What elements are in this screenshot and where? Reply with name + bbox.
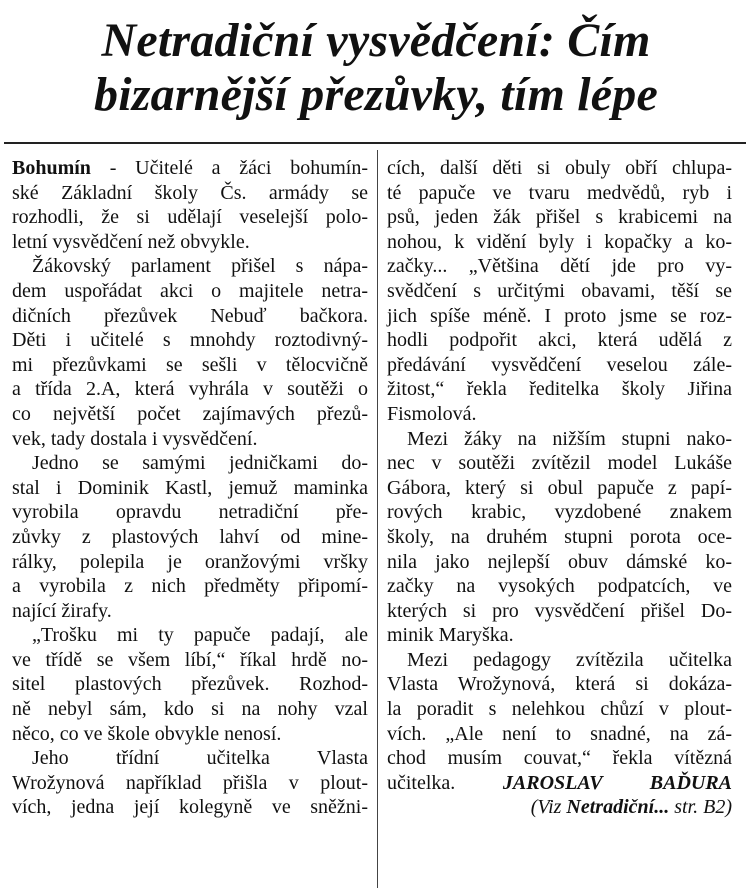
article-line: té papuče ve tvaru medvědů, ryb i: [387, 181, 732, 204]
article-line: něco, co ve škole obvykle nenosí.: [12, 722, 282, 745]
article-last-word: učitelka.: [387, 771, 456, 794]
article-line: letní vysvědčení než obvykle.: [12, 230, 250, 253]
article-line: nohou, k vidění byly i kopačky a ko-: [387, 230, 732, 253]
article-line: mi přezůvkami se sešli v tělocvičně: [12, 353, 368, 376]
article-line: chod musím couvat,“ řekla vítězná: [387, 747, 732, 770]
article-line: začky na vysokých podpatcích, ve: [387, 575, 732, 598]
article-line: Mezi žáky na nižším stupni nako-: [407, 427, 732, 450]
headline-rule: [4, 142, 746, 144]
article-line: vích. „Ale není to snadné, na zá-: [387, 722, 732, 745]
continuation-reference: (Viz Netradiční... str. B2): [530, 796, 732, 819]
article-line: nila jako nejlepší obuv dámské ko-: [387, 550, 732, 573]
article-line: Gábora, který si obul papuče z papí-: [387, 476, 732, 499]
article-line: nec v soutěži zvítězil model Lukáše: [387, 452, 732, 475]
article-line: minik Maryška.: [387, 624, 514, 647]
article-line: vyrobila opravdu netradiční pře-: [12, 501, 368, 524]
article-line: svědčení s určitými obavami, těší se: [387, 279, 732, 302]
article-line: dem uspořádat akci o majitele netra-: [12, 279, 368, 302]
article-line: hodli podpořit akci, která udělá z: [387, 329, 732, 352]
article-line: začky... „Většina dětí jde pro vy-: [387, 255, 732, 278]
article-line: Fismolová.: [387, 402, 477, 425]
article-line: kterých si pro vysvědčení přišel Do-: [387, 599, 732, 622]
article-line: ské Základní školy Čs. armády se: [12, 181, 368, 204]
article-line: psů, jeden žák přišel s krabicemi na: [387, 206, 732, 229]
dateline: Bohumín: [12, 157, 91, 179]
article-line: vích, jedna její kolegyně ve sněžni-: [12, 796, 368, 819]
article-line: žitost,“ řekla ředitelka školy Jiřina: [387, 378, 732, 401]
article-line: jich spíše méně. I proto jsme se roz-: [387, 304, 732, 327]
article-line: zůvky z plastových lahví od mine-: [12, 525, 368, 548]
article-line: Wrožynová například přišla v plout-: [12, 771, 368, 794]
article-line: ve třídě se všem líbí,“ říkal hrdě no-: [12, 648, 368, 671]
article-line: rových krabic, vyzdobené znakem: [387, 501, 732, 524]
article-line: co největší počet zajímavých přezů-: [12, 402, 368, 425]
headline-line-2: bizarnější přezůvky, tím lépe: [94, 68, 658, 121]
column-divider: [377, 150, 378, 888]
article-line: a třída 2.A, která vyhrála v soutěži o: [12, 378, 368, 401]
article-line: stal i Dominik Kastl, jemuž maminka: [12, 476, 368, 499]
article-line: vek, tady dostala i vysvědčení.: [12, 427, 258, 450]
article-column-left: [12, 156, 368, 820]
article-line: rozhodli, že si udělají veselejší polo-: [12, 206, 368, 229]
article-line: dičních přezůvek Nebuď bačkora.: [12, 304, 368, 327]
article-line: nající žirafy.: [12, 599, 112, 622]
article-line: cích, další děti si obuly obří chlupa-: [387, 157, 732, 179]
headline: [6, 14, 746, 122]
article-column-right: [387, 156, 732, 820]
article-line: sitel plastových přezůvek. Rozhod-: [12, 673, 368, 696]
author-byline: JAROSLAV BAĎURA: [502, 771, 733, 794]
article-line: Bohumín - Učitelé a žáci bohumín-: [12, 157, 368, 179]
article-line: Žákovský parlament přišel s nápa-: [32, 255, 368, 278]
headline-line-1: Netradiční vysvědčení: Čím: [101, 14, 651, 67]
article-signoff-line: [387, 771, 732, 796]
article-line: la poradit s nelehkou chůzí v plout-: [387, 698, 732, 721]
article-line: Děti i učitelé s mnohdy roztodivný-: [12, 329, 368, 352]
article-line: Jedno se samými jedničkami do-: [32, 452, 368, 475]
article-line: ně nebyl sám, kdo si na nohy vzal: [12, 698, 368, 721]
article-line: předávání vysvědčení veselou zále-: [387, 353, 732, 376]
article-line: Vlasta Wrožynová, která si dokáza-: [387, 673, 732, 696]
article-line: Jeho třídní učitelka Vlasta: [32, 747, 368, 770]
continuation-title: Netradiční...: [566, 796, 670, 819]
article-line: školy, na druhém stupni porota oce-: [387, 525, 732, 548]
article-line: Mezi pedagogy zvítězila učitelka: [407, 648, 732, 671]
article-line: rálky, polepila je oranžovými vršky: [12, 550, 368, 573]
article-line: „Trošku mi ty papuče padají, ale: [32, 624, 368, 647]
article-line: a vyrobila z nich předměty připomí-: [12, 575, 368, 598]
